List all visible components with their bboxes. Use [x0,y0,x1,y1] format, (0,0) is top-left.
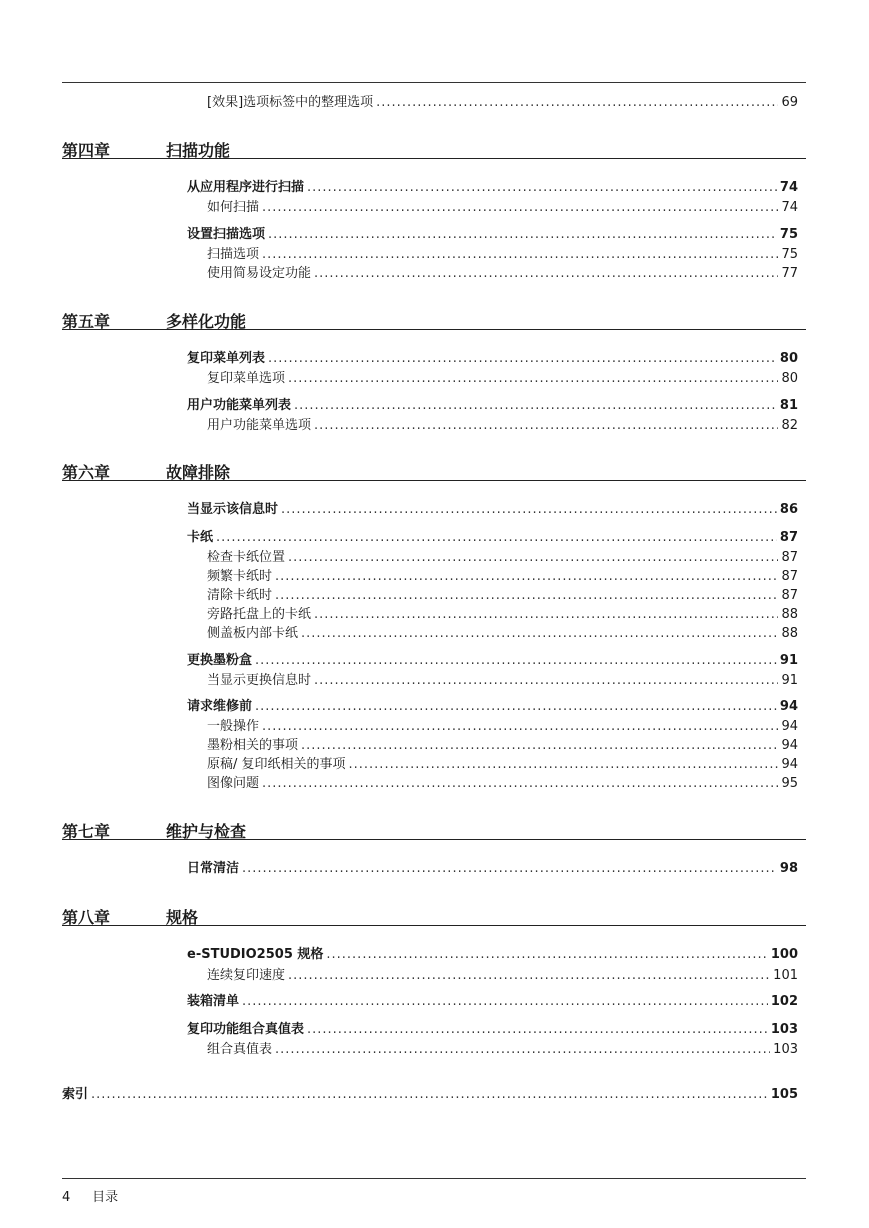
chapter-heading [62,309,806,330]
toc-entry-page: 86 [779,502,798,517]
toc-entry-title: 当显示该信息时 [187,502,279,517]
toc-entry[interactable] [207,247,798,263]
toc-entry-page: 80 [781,371,798,386]
toc-entry-page: 94 [781,757,798,772]
toc-leader-dots [275,588,778,604]
toc-leader-dots [314,607,778,623]
chapter-heading [62,460,806,481]
toc-section[interactable] [187,530,798,546]
toc-entry-page: 87 [781,550,798,565]
toc-section[interactable] [187,351,798,367]
chapter-heading [62,138,806,159]
toc-section[interactable] [187,180,798,196]
toc-leader-dots [216,530,777,546]
toc-entry-page: 98 [779,861,798,876]
toc-entry-title: 频繁卡纸时 [207,569,273,584]
toc-entry[interactable] [207,968,798,984]
toc-entry-title: 一般操作 [207,719,260,734]
chapter-number: 第四章 [62,141,111,160]
toc-entry[interactable] [207,95,798,111]
toc-entry[interactable] [207,266,798,282]
toc-leader-dots [268,227,777,243]
toc-entry-page: 69 [781,95,798,110]
toc-section[interactable] [187,699,798,715]
toc-leader-dots [268,351,777,367]
toc-section[interactable] [187,398,798,414]
footer-label: 目录 [92,1190,119,1205]
toc-entry-page: 81 [779,398,798,413]
toc-entry-title: 请求维修前 [187,699,253,714]
toc-entry-page: 74 [779,180,798,195]
toc-leader-dots [288,968,770,984]
toc-entry-page: 88 [781,607,798,622]
toc-leader-dots [262,247,778,263]
toc-entry[interactable] [207,588,798,604]
chapter-title: 规格 [166,908,199,927]
toc-entry[interactable] [207,738,798,754]
toc-entry-title: 连续复印速度 [207,968,286,983]
toc-entry-page: 87 [781,569,798,584]
toc-leader-dots [288,550,778,566]
toc-section[interactable] [187,1022,798,1038]
toc-entry-page: 103 [770,1022,798,1037]
top-rule [62,82,806,83]
toc-entry-title: 侧盖板内部卡纸 [207,626,299,641]
toc-entry-title: 复印功能组合真值表 [187,1022,305,1037]
toc-leader-dots [262,776,778,792]
footer-page-number: 4 [62,1190,71,1205]
chapter-number: 第七章 [62,822,111,841]
toc-leader-dots [262,200,778,216]
toc-entry-title: 墨粉相关的事项 [207,738,299,753]
toc-entry-title: 复印菜单选项 [207,371,286,386]
toc-leader-dots [301,626,778,642]
toc-entry-page: 80 [779,351,798,366]
toc-entry-page: 105 [770,1087,798,1102]
toc-entry-page: 87 [781,588,798,603]
toc-entry-title: 当显示更换信息时 [207,673,312,688]
toc-entry[interactable] [207,371,798,387]
toc-entry-page: 95 [781,776,798,791]
toc-entry-title: 图像问题 [207,776,260,791]
chapter-title: 维护与检查 [166,822,247,841]
toc-leader-dots [91,1087,768,1103]
toc-entry-page: 94 [779,699,798,714]
toc-entry[interactable] [207,1042,798,1058]
toc-entry[interactable] [207,673,798,689]
toc-entry-title: 用户功能菜单列表 [187,398,292,413]
page-footer [62,1186,118,1205]
toc-leader-dots [326,947,767,963]
toc-entry-page: 94 [781,719,798,734]
toc-leader-dots [376,95,778,111]
toc-leader-dots [281,502,777,518]
toc-entry[interactable] [207,607,798,623]
toc-leader-dots [255,653,777,669]
chapter-heading [62,819,806,840]
toc-leader-dots [314,418,778,434]
chapter-number: 第八章 [62,908,111,927]
toc-entry-page: 100 [770,947,798,962]
toc-entry[interactable] [207,757,798,773]
toc-entry-page: 75 [781,247,798,262]
toc-entry[interactable] [207,550,798,566]
toc-entry-title: 日常清洁 [187,861,240,876]
toc-leader-dots [307,1022,768,1038]
toc-leader-dots [275,1042,770,1058]
bottom-rule [62,1178,806,1179]
chapter-title: 多样化功能 [166,312,247,331]
toc-entry-page: 74 [781,200,798,215]
toc-leader-dots [349,757,779,773]
chapter-title: 故障排除 [166,463,231,482]
toc-leader-dots [262,719,778,735]
toc-entry[interactable] [207,418,798,434]
toc-entry-title: 清除卡纸时 [207,588,273,603]
toc-entry-title: 扫描选项 [207,247,260,262]
toc-entry-page: 101 [773,968,798,983]
toc-entry-title: 设置扫描选项 [187,227,266,242]
toc-section[interactable] [187,947,798,963]
toc-entry-title: 组合真值表 [207,1042,273,1057]
toc-leader-dots [301,738,778,754]
toc-entry[interactable] [207,569,798,585]
toc-section[interactable] [187,994,798,1010]
toc-leader-dots [314,673,778,689]
toc-entry[interactable] [207,626,798,642]
toc-leader-dots [314,266,778,282]
toc-leader-dots [242,994,768,1010]
toc-entry-title: 旁路托盘上的卡纸 [207,607,312,622]
toc-entry-page: 91 [781,673,798,688]
toc-entry-title: 卡纸 [187,530,214,545]
toc-entry-page: 102 [770,994,798,1009]
toc-entry-page: 75 [779,227,798,242]
chapter-title: 扫描功能 [166,141,231,160]
chapter-number: 第五章 [62,312,111,331]
toc-entry-title: [效果]选项标签中的整理选项 [207,95,374,110]
toc-leader-dots [288,371,778,387]
toc-entry-page: 103 [773,1042,798,1057]
toc-entry-title: 索引 [62,1087,89,1102]
toc-entry-title: 更换墨粉盒 [187,653,253,668]
toc-leader-dots [242,861,777,877]
toc-entry-title: 用户功能菜单选项 [207,418,312,433]
toc-entry-title: 从应用程序进行扫描 [187,180,305,195]
toc-section[interactable] [187,227,798,243]
toc-entry-page: 82 [781,418,798,433]
toc-section[interactable] [187,502,798,518]
toc-entry[interactable] [207,719,798,735]
toc-leader-dots [294,398,777,414]
toc-entry-page: 94 [781,738,798,753]
toc-entry-title: 装箱清单 [187,994,240,1009]
chapter-number: 第六章 [62,463,111,482]
toc-entry-title: 如何扫描 [207,200,260,215]
toc-entry-page: 77 [781,266,798,281]
toc-section[interactable] [187,861,798,877]
toc-entry-title: 复印菜单列表 [187,351,266,366]
toc-entry[interactable] [207,200,798,216]
chapter-heading [62,905,806,926]
toc-index-entry[interactable] [62,1087,798,1103]
toc-entry-page: 88 [781,626,798,641]
toc-entry-page: 87 [779,530,798,545]
toc-entry-title: e-STUDIO2505 规格 [187,947,324,962]
toc-entry-title: 原稿/ 复印纸相关的事项 [207,757,346,772]
toc-leader-dots [275,569,778,585]
toc-entry[interactable] [207,776,798,792]
toc-section[interactable] [187,653,798,669]
toc-entry-title: 检查卡纸位置 [207,550,286,565]
toc-leader-dots [255,699,777,715]
toc-entry-title: 使用简易设定功能 [207,266,312,281]
toc-entry-page: 91 [779,653,798,668]
toc-leader-dots [307,180,777,196]
